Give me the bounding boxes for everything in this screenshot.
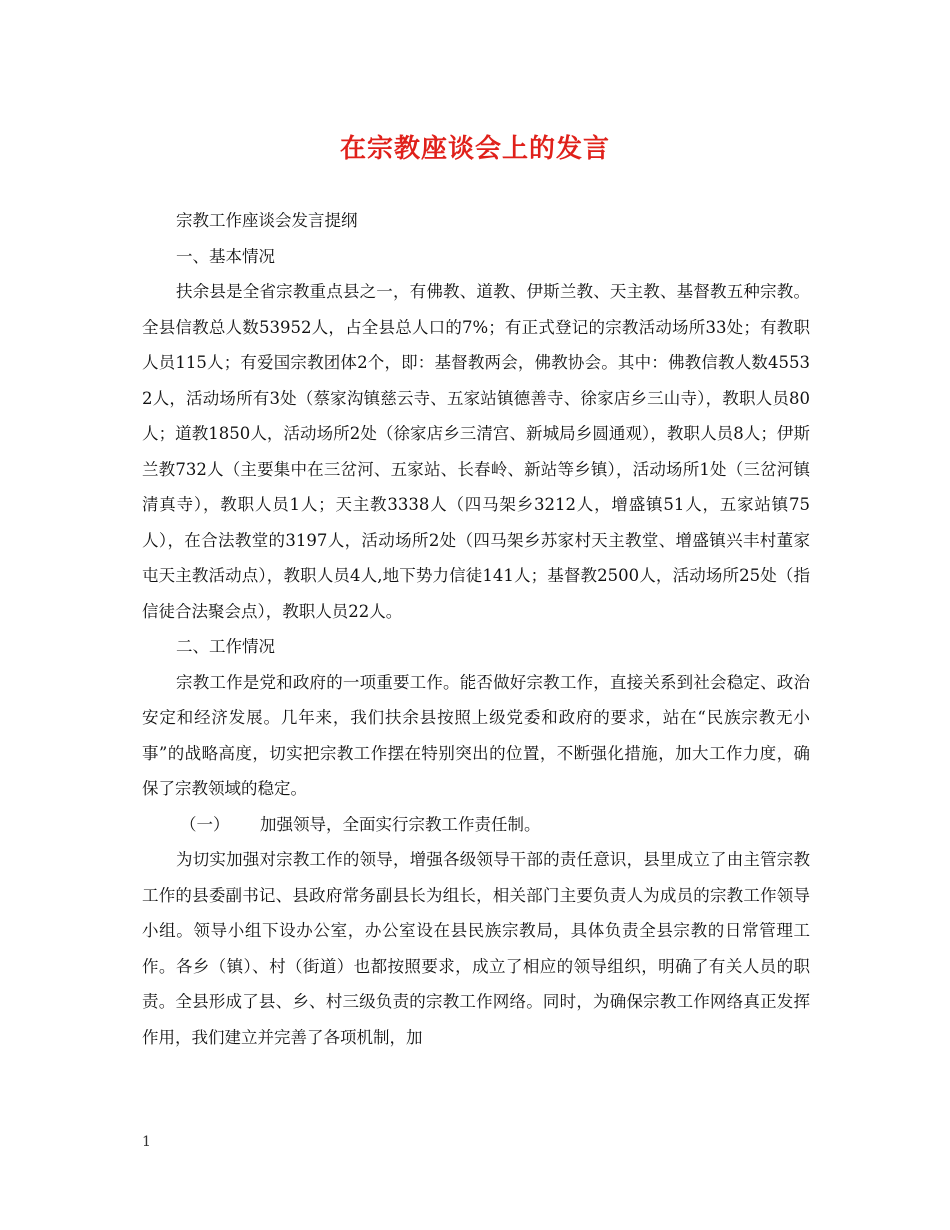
paragraph-section-one-heading: 一、基本情况 [176,246,275,266]
subheading-text: 加强领导，全面实行宗教工作责任制。 [260,814,541,834]
page-number: 1 [142,1134,151,1150]
subheading-number: （一） [180,814,230,834]
paragraph-section-two-heading: 二、工作情况 [176,637,275,656]
document-title: 在宗教座谈会上的发言 [339,134,610,164]
paragraph-work-situation: 宗教工作是党和政府的一项重要工作。能否做好宗教工作，直接关系到社会稳定、政治安定和经济发展。几年来，我们扶余县按照上级党委和政府的要求，站在“民族宗教无小事”的战略高度，切实把宗教工作摆在特别突出的位置，不断强化措施，加大工作力度，确保了宗教领域的稳定。 [142,672,810,798]
paragraph-leadership-detail: 为切实加强对宗教工作的领导，增强各级领导干部的责任意识，县里成立了由主管宗教工作的县委副书记、县政府常务副县长为组长，相关部门主要负责人为成员的宗教工作领导小组。领导小组下设办公室，办公室设在县民族宗教局，具体负责全县宗教的日常管理工作。各乡（镇）、村（街道）也都按照要求，成立了相应的领导组织，明确了有关人员的职责。全县形成了县、乡、村三级负责的宗教工作网络。同时，为确保宗教工作网络真正发挥作用，我们建立并完善了各项机制，加 [142,850,810,1047]
paragraph-outline-heading: 宗教工作座谈会发言提纲 [176,211,358,230]
subheading-leadership [142,807,810,843]
paragraph-basic-situation: 扶余县是全省宗教重点县之一，有佛教、道教、伊斯兰教、天主教、基督教五种宗教。全县信教总人数53952人，占全县总人口的7%；有正式登记的宗教活动场所33处；有教职人员115人；有爱国宗教团体2个，即：基督教两会，佛教协会。其中：佛教信教人数45532人，活动场所有3处（蔡家沟镇慈云寺、五家站镇德善寺、徐家店乡三山寺），教职人员80人；道教1850人，活动场所2处（徐家店乡三清宫、新城局乡圆通观），教职人员8人；伊斯兰教732人（主要集中在三岔河、五家站、长春岭、新站等乡镇），活动场所1处（三岔河镇清真寺），教职人员1人；天主教3338人（四马架乡3212人，增盛镇51人，五家站镇75人），在合法教堂的3197人，活动场所2处（四马架乡苏家村天主教堂、增盛镇兴丰村董家屯天主教活动点），教职人员4人,地下势力信徒141人；基督教2500人，活动场所25处（指信徒合法聚会点），教职人员22人。 [142,282,810,621]
document-body [142,203,810,1055]
